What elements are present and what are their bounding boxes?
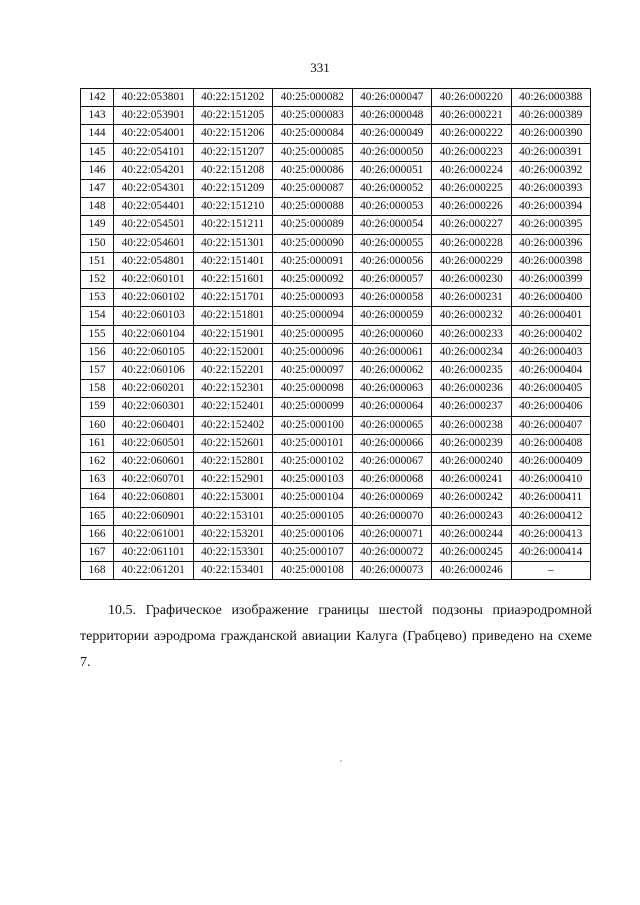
- cadastral-number-cell: 40:22:060401: [114, 416, 194, 434]
- cadastral-number-cell: 40:26:000058: [352, 289, 432, 307]
- row-number-cell: 164: [81, 489, 114, 507]
- row-number-cell: 150: [81, 234, 114, 252]
- cadastral-number-cell: 40:26:000392: [511, 161, 591, 179]
- cadastral-number-cell: 40:26:000402: [511, 325, 591, 343]
- cadastral-number-cell: 40:26:000408: [511, 434, 591, 452]
- cadastral-number-cell: 40:26:000059: [352, 307, 432, 325]
- cadastral-number-cell: 40:25:000090: [273, 234, 353, 252]
- cadastral-number-cell: 40:22:060301: [114, 398, 194, 416]
- cadastral-number-cell: 40:26:000232: [432, 307, 512, 325]
- cadastral-number-cell: 40:22:060103: [114, 307, 194, 325]
- cadastral-number-cell: 40:26:000410: [511, 471, 591, 489]
- page-number: 331: [310, 60, 330, 75]
- row-number-cell: 148: [81, 198, 114, 216]
- cadastral-number-cell: 40:25:000096: [273, 343, 353, 361]
- cadastral-number-cell: 40:22:151401: [193, 252, 273, 270]
- cadastral-number-cell: 40:22:153301: [193, 544, 273, 562]
- table-row: [81, 216, 591, 234]
- cadastral-number-cell: 40:22:060701: [114, 471, 194, 489]
- cadastral-number-cell: 40:26:000062: [352, 362, 432, 380]
- cadastral-number-cell: 40:26:000073: [352, 562, 432, 580]
- table-row: [81, 271, 591, 289]
- cadastral-number-cell: 40:25:000107: [273, 544, 353, 562]
- cadastral-number-cell: 40:22:054501: [114, 216, 194, 234]
- cadastral-number-cell: 40:26:000407: [511, 416, 591, 434]
- cadastral-number-cell: 40:26:000404: [511, 362, 591, 380]
- cadastral-number-cell: 40:22:151205: [193, 107, 273, 125]
- cadastral-number-cell: 40:22:151211: [193, 216, 273, 234]
- cadastral-number-cell: 40:26:000240: [432, 453, 512, 471]
- table-row: [81, 562, 591, 580]
- cadastral-number-cell: 40:26:000390: [511, 125, 591, 143]
- scan-artifact: [340, 760, 342, 762]
- cadastral-number-cell: 40:26:000403: [511, 343, 591, 361]
- cadastral-number-cell: 40:25:000108: [273, 562, 353, 580]
- row-number-cell: 160: [81, 416, 114, 434]
- cadastral-number-cell: 40:26:000406: [511, 398, 591, 416]
- row-number-cell: 157: [81, 362, 114, 380]
- table-row: [81, 453, 591, 471]
- cadastral-number-cell: 40:26:000242: [432, 489, 512, 507]
- cadastral-number-cell: 40:26:000414: [511, 544, 591, 562]
- row-number-cell: 168: [81, 562, 114, 580]
- cadastral-number-cell: 40:22:152801: [193, 453, 273, 471]
- row-number-cell: 162: [81, 453, 114, 471]
- row-number-cell: 151: [81, 252, 114, 270]
- cadastral-number-cell: 40:26:000061: [352, 343, 432, 361]
- cadastral-number-cell: 40:25:000089: [273, 216, 353, 234]
- cadastral-number-cell: 40:22:054301: [114, 180, 194, 198]
- cadastral-number-cell: 40:26:000225: [432, 180, 512, 198]
- cadastral-number-cell: 40:26:000233: [432, 325, 512, 343]
- cadastral-number-cell: 40:26:000060: [352, 325, 432, 343]
- row-number-cell: 167: [81, 544, 114, 562]
- cadastral-number-cell: 40:26:000237: [432, 398, 512, 416]
- row-number-cell: 158: [81, 380, 114, 398]
- cadastral-table: [80, 88, 591, 580]
- cadastral-number-cell: 40:22:151801: [193, 307, 273, 325]
- table-row: [81, 289, 591, 307]
- cadastral-number-cell: 40:22:151901: [193, 325, 273, 343]
- cadastral-number-cell: 40:26:000405: [511, 380, 591, 398]
- cadastral-number-cell: 40:22:060104: [114, 325, 194, 343]
- cadastral-number-cell: 40:22:151601: [193, 271, 273, 289]
- cadastral-number-cell: 40:25:000098: [273, 380, 353, 398]
- cadastral-number-cell: 40:26:000235: [432, 362, 512, 380]
- cadastral-number-cell: 40:26:000063: [352, 380, 432, 398]
- cadastral-number-cell: 40:25:000102: [273, 453, 353, 471]
- row-number-cell: 161: [81, 434, 114, 452]
- cadastral-number-cell: 40:26:000228: [432, 234, 512, 252]
- cadastral-number-cell: 40:22:151206: [193, 125, 273, 143]
- body-paragraph: 10.5. Графическое изображение границы шестой подзоны приаэродромной территории аэродрома гражданской авиации Калуга (Грабцево) приведено на схеме 7.: [80, 603, 592, 670]
- cadastral-number-cell: –: [511, 562, 591, 580]
- cadastral-number-cell: 40:25:000085: [273, 143, 353, 161]
- cadastral-number-cell: 40:22:151701: [193, 289, 273, 307]
- table-row: [81, 143, 591, 161]
- row-number-cell: 149: [81, 216, 114, 234]
- row-number-cell: 142: [81, 89, 114, 107]
- cadastral-number-cell: 40:22:152401: [193, 398, 273, 416]
- table-row: [81, 471, 591, 489]
- table-row: [81, 180, 591, 198]
- table-row: [81, 161, 591, 179]
- cadastral-number-cell: 40:22:060106: [114, 362, 194, 380]
- cadastral-number-cell: 40:25:000105: [273, 507, 353, 525]
- cadastral-number-cell: 40:26:000072: [352, 544, 432, 562]
- cadastral-number-cell: 40:22:054401: [114, 198, 194, 216]
- cadastral-number-cell: 40:22:151209: [193, 180, 273, 198]
- cadastral-number-cell: 40:26:000227: [432, 216, 512, 234]
- cadastral-number-cell: 40:26:000393: [511, 180, 591, 198]
- cadastral-number-cell: 40:22:151210: [193, 198, 273, 216]
- row-number-cell: 153: [81, 289, 114, 307]
- cadastral-number-cell: 40:26:000064: [352, 398, 432, 416]
- row-number-cell: 147: [81, 180, 114, 198]
- cadastral-number-cell: 40:22:054201: [114, 161, 194, 179]
- cadastral-number-cell: 40:25:000094: [273, 307, 353, 325]
- cadastral-number-cell: 40:26:000231: [432, 289, 512, 307]
- cadastral-number-cell: 40:26:000055: [352, 234, 432, 252]
- cadastral-number-cell: 40:22:060901: [114, 507, 194, 525]
- cadastral-number-cell: 40:22:151202: [193, 89, 273, 107]
- table-body: [81, 89, 591, 580]
- cadastral-number-cell: 40:26:000066: [352, 434, 432, 452]
- cadastral-number-cell: 40:22:152301: [193, 380, 273, 398]
- cadastral-number-cell: 40:22:152402: [193, 416, 273, 434]
- cadastral-number-cell: 40:22:060102: [114, 289, 194, 307]
- cadastral-number-cell: 40:26:000245: [432, 544, 512, 562]
- table-row: [81, 125, 591, 143]
- table-row: [81, 107, 591, 125]
- cadastral-number-cell: 40:26:000056: [352, 252, 432, 270]
- cadastral-number-cell: 40:22:053801: [114, 89, 194, 107]
- cadastral-number-cell: 40:25:000106: [273, 525, 353, 543]
- table-row: [81, 416, 591, 434]
- table-row: [81, 362, 591, 380]
- row-number-cell: 166: [81, 525, 114, 543]
- cadastral-number-cell: 40:26:000048: [352, 107, 432, 125]
- row-number-cell: 165: [81, 507, 114, 525]
- cadastral-number-cell: 40:25:000099: [273, 398, 353, 416]
- cadastral-number-cell: 40:25:000100: [273, 416, 353, 434]
- cadastral-number-cell: 40:26:000400: [511, 289, 591, 307]
- cadastral-number-cell: 40:22:151207: [193, 143, 273, 161]
- table-row: [81, 234, 591, 252]
- cadastral-number-cell: 40:26:000049: [352, 125, 432, 143]
- cadastral-number-cell: 40:26:000223: [432, 143, 512, 161]
- cadastral-number-cell: 40:25:000083: [273, 107, 353, 125]
- cadastral-number-cell: 40:25:000092: [273, 271, 353, 289]
- cadastral-number-cell: 40:26:000070: [352, 507, 432, 525]
- table-row: [81, 198, 591, 216]
- cadastral-number-cell: 40:26:000399: [511, 271, 591, 289]
- cadastral-number-cell: 40:26:000065: [352, 416, 432, 434]
- cadastral-number-cell: 40:26:000241: [432, 471, 512, 489]
- cadastral-number-cell: 40:22:151301: [193, 234, 273, 252]
- row-number-cell: 163: [81, 471, 114, 489]
- row-number-cell: 154: [81, 307, 114, 325]
- table-row: [81, 343, 591, 361]
- cadastral-number-cell: 40:25:000086: [273, 161, 353, 179]
- cadastral-number-cell: 40:26:000409: [511, 453, 591, 471]
- cadastral-number-cell: 40:25:000091: [273, 252, 353, 270]
- cadastral-number-cell: 40:26:000412: [511, 507, 591, 525]
- cadastral-number-cell: 40:26:000220: [432, 89, 512, 107]
- cadastral-number-cell: 40:22:061201: [114, 562, 194, 580]
- cadastral-number-cell: 40:26:000236: [432, 380, 512, 398]
- cadastral-number-cell: 40:26:000053: [352, 198, 432, 216]
- cadastral-number-cell: 40:22:152901: [193, 471, 273, 489]
- table-row: [81, 89, 591, 107]
- cadastral-number-cell: 40:22:061001: [114, 525, 194, 543]
- cadastral-number-cell: 40:22:061101: [114, 544, 194, 562]
- cadastral-number-cell: 40:22:060601: [114, 453, 194, 471]
- cadastral-number-cell: 40:22:054601: [114, 234, 194, 252]
- cadastral-number-cell: 40:22:053901: [114, 107, 194, 125]
- row-number-cell: 152: [81, 271, 114, 289]
- cadastral-number-cell: 40:22:060801: [114, 489, 194, 507]
- cadastral-number-cell: 40:25:000088: [273, 198, 353, 216]
- cadastral-number-cell: 40:26:000394: [511, 198, 591, 216]
- row-number-cell: 159: [81, 398, 114, 416]
- cadastral-number-cell: 40:22:054001: [114, 125, 194, 143]
- cadastral-number-cell: 40:25:000093: [273, 289, 353, 307]
- cadastral-number-cell: 40:22:152201: [193, 362, 273, 380]
- cadastral-number-cell: 40:22:152601: [193, 434, 273, 452]
- table-row: [81, 434, 591, 452]
- cadastral-number-cell: 40:26:000401: [511, 307, 591, 325]
- table-row: [81, 380, 591, 398]
- table-row: [81, 325, 591, 343]
- cadastral-number-cell: 40:26:000054: [352, 216, 432, 234]
- row-number-cell: 145: [81, 143, 114, 161]
- cadastral-number-cell: 40:25:000097: [273, 362, 353, 380]
- row-number-cell: 155: [81, 325, 114, 343]
- cadastral-number-cell: 40:26:000047: [352, 89, 432, 107]
- cadastral-number-cell: 40:22:054101: [114, 143, 194, 161]
- cadastral-number-cell: 40:25:000095: [273, 325, 353, 343]
- table-row: [81, 252, 591, 270]
- cadastral-number-cell: 40:26:000052: [352, 180, 432, 198]
- cadastral-number-cell: 40:22:151208: [193, 161, 273, 179]
- cadastral-number-cell: 40:26:000071: [352, 525, 432, 543]
- cadastral-number-cell: 40:26:000069: [352, 489, 432, 507]
- cadastral-number-cell: 40:22:060201: [114, 380, 194, 398]
- table-row: [81, 307, 591, 325]
- table-row: [81, 525, 591, 543]
- cadastral-number-cell: 40:26:000391: [511, 143, 591, 161]
- table-row: [81, 398, 591, 416]
- cadastral-number-cell: 40:26:000051: [352, 161, 432, 179]
- cadastral-number-cell: 40:26:000239: [432, 434, 512, 452]
- cadastral-number-cell: 40:25:000103: [273, 471, 353, 489]
- cadastral-number-cell: 40:22:060101: [114, 271, 194, 289]
- cadastral-number-cell: 40:26:000413: [511, 525, 591, 543]
- cadastral-number-cell: 40:26:000057: [352, 271, 432, 289]
- cadastral-number-cell: 40:26:000395: [511, 216, 591, 234]
- cadastral-number-cell: 40:26:000243: [432, 507, 512, 525]
- cadastral-number-cell: 40:22:153201: [193, 525, 273, 543]
- table-row: [81, 489, 591, 507]
- cadastral-number-cell: 40:26:000222: [432, 125, 512, 143]
- cadastral-number-cell: 40:22:153001: [193, 489, 273, 507]
- row-number-cell: 156: [81, 343, 114, 361]
- cadastral-number-cell: 40:26:000238: [432, 416, 512, 434]
- cadastral-number-cell: 40:26:000244: [432, 525, 512, 543]
- cadastral-number-cell: 40:26:000226: [432, 198, 512, 216]
- cadastral-number-cell: 40:26:000221: [432, 107, 512, 125]
- cadastral-number-cell: 40:26:000389: [511, 107, 591, 125]
- cadastral-number-cell: 40:25:000084: [273, 125, 353, 143]
- cadastral-number-cell: 40:25:000082: [273, 89, 353, 107]
- cadastral-number-cell: 40:26:000398: [511, 252, 591, 270]
- cadastral-number-cell: 40:26:000067: [352, 453, 432, 471]
- row-number-cell: 143: [81, 107, 114, 125]
- cadastral-number-cell: 40:26:000224: [432, 161, 512, 179]
- cadastral-number-cell: 40:25:000101: [273, 434, 353, 452]
- cadastral-number-cell: 40:22:153401: [193, 562, 273, 580]
- cadastral-number-cell: 40:26:000396: [511, 234, 591, 252]
- cadastral-number-cell: 40:22:060105: [114, 343, 194, 361]
- cadastral-number-cell: 40:26:000068: [352, 471, 432, 489]
- cadastral-number-cell: 40:25:000087: [273, 180, 353, 198]
- cadastral-number-cell: 40:22:153101: [193, 507, 273, 525]
- cadastral-number-cell: 40:26:000234: [432, 343, 512, 361]
- cadastral-number-cell: 40:26:000230: [432, 271, 512, 289]
- cadastral-number-cell: 40:22:152001: [193, 343, 273, 361]
- table-row: [81, 507, 591, 525]
- cadastral-number-cell: 40:22:060501: [114, 434, 194, 452]
- cadastral-number-cell: 40:26:000050: [352, 143, 432, 161]
- row-number-cell: 146: [81, 161, 114, 179]
- cadastral-number-cell: 40:26:000246: [432, 562, 512, 580]
- table-row: [81, 544, 591, 562]
- row-number-cell: 144: [81, 125, 114, 143]
- cadastral-number-cell: 40:26:000411: [511, 489, 591, 507]
- cadastral-number-cell: 40:26:000229: [432, 252, 512, 270]
- cadastral-number-cell: 40:26:000388: [511, 89, 591, 107]
- cadastral-number-cell: 40:25:000104: [273, 489, 353, 507]
- cadastral-number-cell: 40:22:054801: [114, 252, 194, 270]
